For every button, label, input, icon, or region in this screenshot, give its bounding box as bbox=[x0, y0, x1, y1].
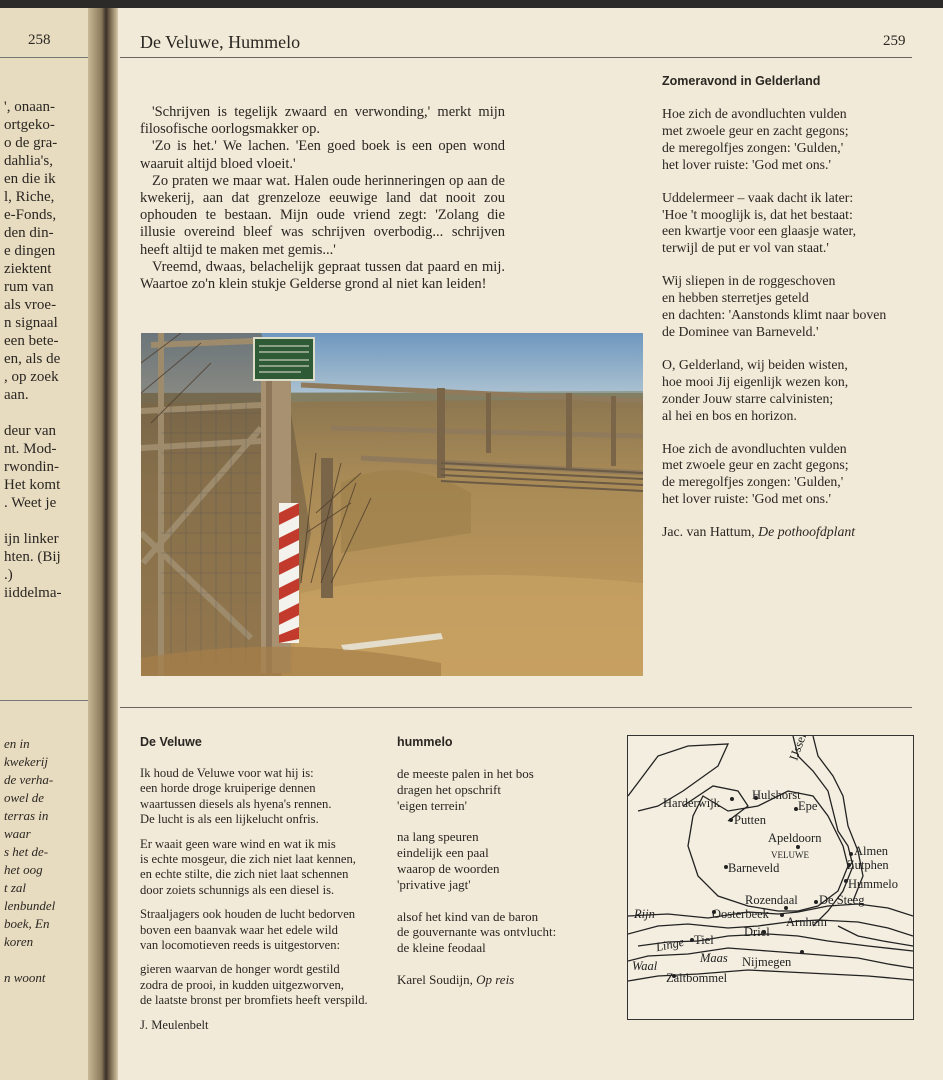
left-page-line: e-Fonds, bbox=[4, 207, 57, 223]
left-page-edge bbox=[0, 0, 100, 1080]
left-page-line: en die ik bbox=[4, 171, 56, 187]
prose-paragraph: 'Zo is het.' We lachen. 'Een goed boek is een open wond waaruit altijd bloed vloeit.' bbox=[140, 138, 505, 172]
poem-title: Zomeravond in Gelderland bbox=[662, 74, 821, 88]
map-label-nijmegen: Nijmegen bbox=[742, 955, 792, 969]
map-label-oosterbeek: Oosterbeek bbox=[712, 907, 769, 921]
poem-gelderland bbox=[662, 106, 922, 557]
left-page-line: rwondin- bbox=[4, 459, 59, 475]
map-label-tiel: Tiel bbox=[694, 933, 714, 947]
map-label-linge: Linge bbox=[654, 934, 686, 955]
left-page-italic-line: en in bbox=[4, 736, 30, 751]
poem-attribution bbox=[662, 524, 922, 541]
map-label-veluwe: VELUWE bbox=[771, 850, 809, 860]
attribution-work: Op reis bbox=[476, 971, 515, 987]
poem-stanza: de meeste palen in het bos dragen het opschrift 'eigen terrein' bbox=[397, 766, 534, 813]
map-label-harderwijk: Harderwijk bbox=[663, 796, 720, 810]
poem-stanza: Uddelermeer – vaak dacht ik later: 'Hoe 't mooglijk is, dat het bestaat: een kwartje voor een glaasje water, terwijl de put er vol van staat.' bbox=[662, 189, 857, 256]
left-page-line: dahlia's, bbox=[4, 153, 53, 169]
left-mid-rule bbox=[0, 700, 100, 701]
attribution-author: Jac. van Hattum, bbox=[662, 524, 759, 540]
left-page-line: rum van bbox=[4, 279, 54, 295]
poem-stanza: Wij sliepen in de roggeschoven en hebben sterretjes geteld en dachten: 'Aanstonds klimt naar boven de Dominee van Barneveld.' bbox=[662, 273, 887, 339]
left-page-line: en, als de bbox=[4, 351, 61, 367]
poem-stanza: Ik houd de Veluwe voor wat hij is: een horde droge kruiperige dennen waartussen diesels als hyena's rennen. De lucht is als een lijkelucht onfris. bbox=[140, 766, 332, 827]
left-page-line: Het komt bbox=[4, 477, 61, 493]
prose-paragraph: Vreemd, dwaas, belachelijk gepraat tussen dat paard en mij. Waartoe zo'n klein stukje Gelderse grond al niet kan leiden! bbox=[140, 258, 505, 293]
left-page-line: als vroe- bbox=[4, 297, 57, 313]
left-page-line: ziektent bbox=[4, 261, 52, 277]
left-page-line: aan. bbox=[4, 387, 29, 403]
left-page-line: nt. Mod- bbox=[4, 441, 57, 457]
map-label-rijn: Rijn bbox=[634, 907, 655, 921]
left-header-rule bbox=[0, 57, 100, 58]
map-label-zaltbommel: Zaltbommel bbox=[666, 971, 728, 985]
map-label-almen: Almen bbox=[854, 844, 889, 858]
poem-stanza: Hoe zich de avondluchten vulden met zwoele geur en zacht gegons; de meregolfjes zongen: 'Gulden,' het lover ruiste: 'God met ons.' bbox=[662, 440, 849, 507]
photo-illustration bbox=[141, 333, 643, 676]
region-map bbox=[627, 735, 914, 1020]
left-page-line: , op zoek bbox=[4, 369, 59, 385]
map-label-putten: Putten bbox=[734, 813, 766, 827]
prose-paragraph: Zo praten we maar wat. Halen oude herinneringen op aan de kwekerij, aan dat grenzeloze eeuwige land dat nooit zou ophouden te bestaan. Mijn oude vriend zegt: 'Zolang die illusie overeind bleef was schrijven overbodig... schrijven heeft altijd te maken met gemis...' bbox=[140, 172, 505, 258]
map-label-arnhem: Arnhem bbox=[786, 915, 827, 929]
left-page-line: ijn linker bbox=[4, 531, 59, 547]
map-label-waal: Waal bbox=[632, 959, 658, 973]
map-label-zutphen: Zutphen bbox=[847, 858, 889, 872]
map-label-apeldoorn: Apeldoorn bbox=[768, 831, 822, 845]
poem-stanza: na lang speuren eindelijk een paal waarop de woorden 'privative jagt' bbox=[397, 829, 500, 892]
left-page-italic-line: de verha- bbox=[4, 772, 54, 787]
poem-stanza: Er waait geen ware wind en wat ik mis is echte mosgeur, die zich niet laat kennen, en echte stilte, die zich niet laat schennen door zoiets schunnigs als een diesel is. bbox=[140, 836, 356, 897]
left-page-line: . Weet je bbox=[4, 495, 57, 511]
poem-hummelo bbox=[397, 766, 607, 1004]
left-page-line: n signaal bbox=[4, 315, 58, 331]
left-page-italic-line: t zal bbox=[4, 880, 27, 895]
left-page-line: een bete- bbox=[4, 333, 59, 349]
left-page-italic-line: waar bbox=[4, 826, 31, 841]
map-label-maas: Maas bbox=[700, 951, 728, 965]
left-page-number: 258 bbox=[28, 32, 51, 48]
poem-title: De Veluwe bbox=[140, 735, 202, 749]
prose-block bbox=[140, 104, 505, 293]
map-label-hulshorst: Hulshorst bbox=[752, 788, 801, 802]
top-edge bbox=[0, 0, 943, 8]
map-label-rozendaal: Rozendaal bbox=[745, 893, 798, 907]
map-label-desteeg: De Steeg bbox=[819, 893, 865, 907]
poem-attribution: J. Meulenbelt bbox=[140, 1017, 209, 1032]
map-drawing bbox=[628, 736, 913, 1019]
page-number: 259 bbox=[883, 33, 906, 49]
poem-attribution bbox=[397, 972, 607, 988]
left-page-italic-line: het oog bbox=[4, 862, 43, 877]
left-page-italic-line: kwekerij bbox=[4, 754, 49, 769]
poem-stanza: Straaljagers ook houden de lucht bedorven boven een baanvak waar het edele wild van locomotieven reeds is uitgestorven: bbox=[140, 907, 356, 953]
left-page-line: den din- bbox=[4, 225, 54, 241]
poem-stanza: gieren waarvan de honger wordt gestild zodra de prooi, in kudden uitgezworven, de laatste bronst per bromfiets heeft verspild. bbox=[140, 962, 368, 1008]
prose-paragraph: 'Schrijven is tegelijk zwaard en verwonding,' merkt mijn filosofische oorlogsmakker op. bbox=[140, 104, 505, 138]
book-gutter bbox=[88, 0, 118, 1080]
left-page-line: deur van bbox=[4, 423, 57, 439]
left-page-line: ortgeko- bbox=[4, 117, 55, 133]
running-header: De Veluwe, Hummelo bbox=[140, 32, 301, 52]
left-page-line: hten. (Bij bbox=[4, 549, 61, 565]
left-page-line: iiddelma- bbox=[4, 585, 62, 601]
left-page-italic-line: n woont bbox=[4, 970, 46, 985]
left-page-line: l, Riche, bbox=[4, 189, 55, 205]
attribution-work: De pothoofdplant bbox=[758, 524, 856, 540]
header-rule bbox=[120, 57, 912, 58]
attribution-author: Karel Soudijn, bbox=[397, 971, 477, 987]
poem-stanza: alsof het kind van de baron de gouvernante was ontvlucht: de kleine feodaal bbox=[397, 908, 557, 956]
left-page-line: e dingen bbox=[4, 243, 56, 259]
left-page-italic-line: lenbundel bbox=[4, 898, 56, 913]
left-page-italic-line: koren bbox=[4, 934, 34, 949]
poem-title: hummelo bbox=[397, 735, 453, 749]
section-rule bbox=[120, 707, 912, 708]
map-label-ijssel: IJssel bbox=[786, 736, 810, 763]
poem-stanza: Hoe zich de avondluchten vulden met zwoele geur en zacht gegons; de meregolfjes zongen: 'Gulden,' het lover ruiste: 'God met ons.' bbox=[662, 106, 849, 172]
map-label-driel: Driel bbox=[744, 925, 770, 939]
map-label-barneveld: Barneveld bbox=[728, 861, 780, 875]
left-page-italic-line: owel de bbox=[4, 790, 45, 805]
map-label-epe: Epe bbox=[798, 799, 818, 813]
left-page-italic-line: s het de- bbox=[4, 844, 49, 859]
left-page-line: o de gra- bbox=[4, 135, 58, 151]
left-page-italic-line: boek, En bbox=[4, 916, 50, 931]
poem-veluwe bbox=[140, 766, 390, 1042]
map-label-hummelo: Hummelo bbox=[848, 877, 898, 891]
poem-stanza: O, Gelderland, wij beiden wisten, hoe mooi Jij eigenlijk wezen kon, zonder Jouw starre calvinisten; al hei en bos en horizon. bbox=[662, 356, 849, 423]
left-page-line: .) bbox=[4, 567, 13, 583]
left-page-italic-line: terras in bbox=[4, 808, 49, 823]
left-page-line: ', onaan- bbox=[4, 99, 56, 115]
heathland-photo bbox=[141, 333, 643, 676]
